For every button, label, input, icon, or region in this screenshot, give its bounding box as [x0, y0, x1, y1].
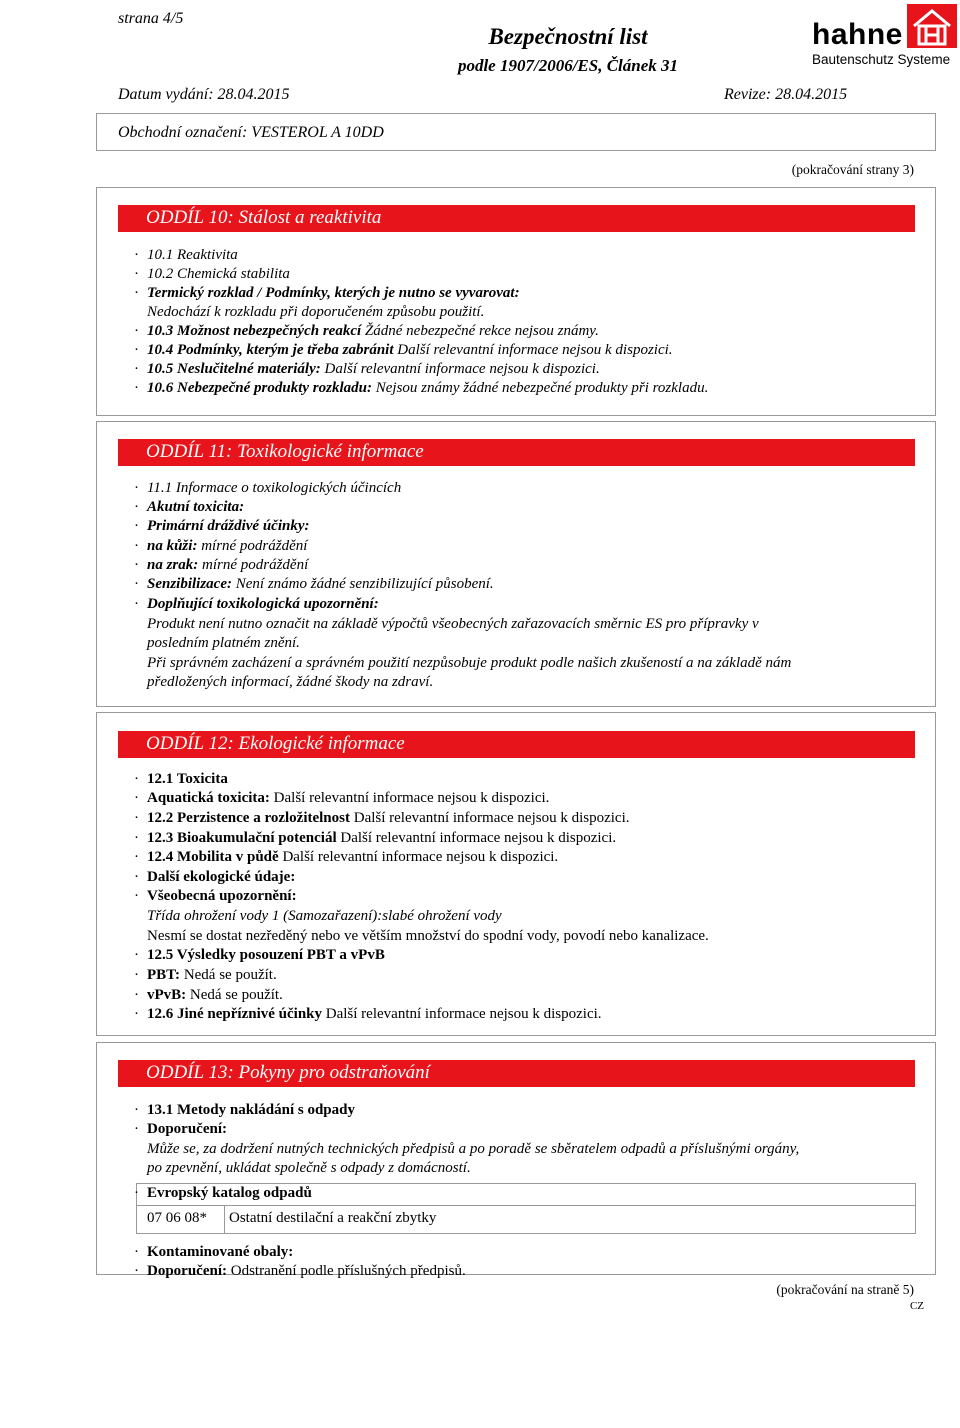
- item-label: Aquatická toxicita:: [147, 790, 270, 806]
- bullet-dot: ·: [134, 967, 139, 983]
- item-label: 10.5 Neslučitelné materiály:: [147, 361, 321, 377]
- bullet-dot: ·: [134, 947, 139, 963]
- bullet-dot: ·: [134, 323, 139, 339]
- document-subtitle: podle 1907/2006/ES, Článek 31: [457, 56, 679, 75]
- list-item: [134, 322, 599, 341]
- item-label: PBT:: [147, 967, 181, 983]
- bullet-dot: ·: [134, 830, 139, 846]
- bullet-dot: ·: [134, 1263, 139, 1279]
- list-item: [134, 575, 494, 594]
- paragraph-line: Třída ohrožení vody 1 (Samozařazení):slabé ohrožení vody: [147, 908, 502, 924]
- bullet-dot: ·: [134, 596, 139, 612]
- bullet-dot: ·: [134, 1102, 139, 1118]
- list-item: [134, 556, 308, 575]
- section-title: ODDÍL 12: Ekologické informace: [146, 733, 405, 754]
- item-label: 10.3 Možnost nebezpečných reakcí: [147, 323, 362, 339]
- item-value: mírné podráždění: [201, 538, 308, 554]
- item-value: Žádné nebezpečné rekce nejsou známy.: [364, 323, 599, 339]
- waste-description: Ostatní destilační a reakční zbytky: [229, 1210, 437, 1226]
- bullet-dot: ·: [134, 247, 139, 263]
- bullet-dot: ·: [134, 771, 139, 787]
- item-value: Další relevantní informace nejsou k dispozici.: [324, 361, 600, 377]
- document-title: Bezpečnostní list: [488, 24, 648, 49]
- item-label: 12.1 Toxicita: [147, 771, 228, 787]
- table-divider: [136, 1205, 916, 1206]
- country-code: CZ: [909, 1300, 924, 1312]
- item-value: Další relevantní informace nejsou k dispozici.: [273, 790, 550, 806]
- list-item: [134, 265, 290, 284]
- bullet-dot: ·: [134, 380, 139, 396]
- paragraph-line: Může se, za dodržení nutných technických předpisů a po poradě se sběratelem odpadů a příslušnými orgány,: [147, 1141, 800, 1157]
- bullet-dot: ·: [134, 361, 139, 377]
- bullet-dot: ·: [134, 810, 139, 826]
- section-11-header: [118, 438, 915, 466]
- bullet-dot: ·: [134, 480, 139, 496]
- item-label: 12.2 Perzistence a rozložitelnost: [147, 810, 350, 826]
- item-value: Není známo žádné senzibilizující působení.: [235, 576, 494, 592]
- item-value: Další relevantní informace nejsou k dispozici.: [340, 830, 617, 846]
- s10-thermal: Termický rozklad / Podmínky, kterých je nutno se vyvarovat:: [147, 285, 520, 301]
- item-label: Akutní toxicita:: [147, 499, 245, 515]
- list-item: [134, 966, 277, 985]
- list-item: [134, 770, 228, 789]
- waste-code: 07 06 08*: [147, 1210, 207, 1226]
- paragraph-line: předložených informací, žádné škody na zdraví.: [147, 674, 434, 690]
- item-label: 10.6 Nebezpečné produkty rozkladu:: [147, 380, 372, 396]
- list-item: [134, 284, 520, 303]
- list-item: [134, 809, 629, 828]
- s10-stability: 10.2 Chemická stabilita: [147, 266, 290, 282]
- bullet-dot: ·: [134, 888, 139, 904]
- list-item: [134, 498, 244, 517]
- item-label: Všeobecná upozornění:: [147, 888, 297, 904]
- list-item: [134, 1243, 293, 1262]
- list-item: [134, 517, 310, 536]
- s10-reactivity: 10.1 Reaktivita: [147, 247, 238, 263]
- item-label: Kontaminované obaly:: [147, 1244, 294, 1260]
- list-item: [134, 537, 307, 556]
- bullet-dot: ·: [134, 987, 139, 1003]
- item-value: Nedá se použít.: [183, 967, 277, 983]
- item-label: Další ekologické údaje:: [147, 869, 296, 885]
- company-logo-tagline: Bautenschutz Systeme: [812, 52, 951, 67]
- list-item: [134, 1005, 602, 1024]
- s10-thermal-text: Nedochází k rozkladu při doporučeném způsobu použití.: [147, 304, 485, 320]
- item-value: Nejsou známy žádné nebezpečné produkty při rozkladu.: [375, 380, 709, 396]
- bullet-dot: ·: [134, 518, 139, 534]
- item-value: Další relevantní informace nejsou k dispozici.: [282, 849, 559, 865]
- bullet-dot: ·: [134, 1244, 139, 1260]
- bullet-dot: ·: [134, 538, 139, 554]
- list-item: [134, 789, 549, 808]
- item-value: Nedá se použít.: [189, 987, 283, 1003]
- revision-date: Revize: 28.04.2015: [724, 86, 848, 103]
- continued-from: (pokračování strany 3): [791, 162, 914, 177]
- continued-to: (pokračování na straně 5): [776, 1282, 914, 1297]
- section-13-header: [118, 1059, 915, 1087]
- catalog-label: Evropský katalog odpadů: [147, 1185, 312, 1201]
- trade-name: Obchodní označení: VESTEROL A 10DD: [118, 124, 384, 141]
- paragraph-line: Produkt není nutno označit na základě výpočtů všeobecných zařazovacích směrnic ES pro přípravky v: [147, 616, 759, 632]
- bullet-dot: ·: [134, 1006, 139, 1022]
- bullet-dot: ·: [134, 342, 139, 358]
- item-label: na kůži:: [147, 538, 198, 554]
- paragraph-line: po zpevnění, ukládat společně s odpady z domácností.: [147, 1160, 471, 1176]
- list-item: [134, 868, 295, 887]
- item-label: Doporučení:: [147, 1263, 227, 1279]
- bullet-dot: ·: [134, 499, 139, 515]
- bullet-dot: ·: [134, 1185, 139, 1201]
- item-label: vPvB:: [147, 987, 187, 1003]
- bullet-dot: ·: [134, 285, 139, 301]
- item-label: 12.3 Bioakumulační potenciál: [147, 830, 337, 846]
- list-item: [134, 1262, 466, 1281]
- item-value: Další relevantní informace nejsou k dispozici.: [397, 342, 673, 358]
- paragraph-line: Nesmí se dostat nezředěný nebo ve větším množství do spodní vody, povodí nebo kanalizace.: [147, 928, 709, 944]
- company-logo-name: hahne: [812, 18, 903, 51]
- bullet-dot: ·: [134, 1121, 139, 1137]
- item-value: Odstranění podle příslušných předpisů.: [230, 1263, 466, 1279]
- list-item: [134, 848, 558, 867]
- item-label: 12.4 Mobilita v půdě: [147, 849, 279, 865]
- list-item: [134, 1120, 227, 1139]
- table-divider: [224, 1205, 225, 1234]
- bullet-dot: ·: [134, 790, 139, 806]
- bullet-dot: ·: [134, 557, 139, 573]
- section-10-header: [118, 204, 915, 232]
- table-header: [134, 1184, 312, 1203]
- hahne-house-logo-icon: [907, 4, 957, 48]
- list-item: [134, 829, 616, 848]
- item-label: 12.6 Jiné nepříznivé účinky: [147, 1006, 323, 1022]
- list-item: [134, 360, 600, 379]
- section-title: ODDÍL 10: Stálost a reaktivita: [146, 207, 382, 228]
- page-number: strana 4/5: [118, 10, 184, 27]
- list-item: [134, 946, 385, 965]
- bullet-dot: ·: [134, 869, 139, 885]
- paragraph-line: posledním platném znění.: [147, 635, 300, 651]
- item-label: 13.1 Metody nakládání s odpady: [147, 1102, 355, 1118]
- list-item: [134, 1101, 355, 1120]
- section-title: ODDÍL 11: Toxikologické informace: [146, 441, 424, 462]
- list-item: [134, 379, 708, 398]
- list-item: [134, 986, 283, 1005]
- item-label: na zrak:: [147, 557, 199, 573]
- paragraph-line: Při správném zacházení a správném použití nezpůsobuje produkt podle našich zkušeností a na základě nám: [147, 655, 792, 671]
- item-label: 10.4 Podmínky, kterým je třeba zabránit: [147, 342, 394, 358]
- section-title: ODDÍL 13: Pokyny pro odstraňování: [146, 1062, 430, 1083]
- item-label: Senzibilizace:: [147, 576, 232, 592]
- item-value: Další relevantní informace nejsou k dispozici.: [353, 810, 630, 826]
- bullet-dot: ·: [134, 266, 139, 282]
- section-12-header: [118, 730, 915, 758]
- bullet-dot: ·: [134, 576, 139, 592]
- s11-info: 11.1 Informace o toxikologických účincích: [147, 480, 402, 496]
- list-item: [134, 246, 238, 265]
- item-label: Primární dráždivé účinky:: [147, 518, 310, 534]
- item-label: Doporučení:: [147, 1121, 227, 1137]
- bullet-dot: ·: [134, 849, 139, 865]
- list-item: [134, 479, 401, 498]
- item-value: Další relevantní informace nejsou k dispozici.: [325, 1006, 602, 1022]
- list-item: [134, 595, 379, 614]
- list-item: [134, 341, 673, 360]
- item-value: mírné podráždění: [202, 557, 309, 573]
- item-label: Doplňující toxikologická upozornění:: [147, 596, 379, 612]
- list-item: [134, 887, 297, 906]
- item-label: 12.5 Výsledky posouzení PBT a vPvB: [147, 947, 385, 963]
- issue-date: Datum vydání: 28.04.2015: [118, 86, 290, 103]
